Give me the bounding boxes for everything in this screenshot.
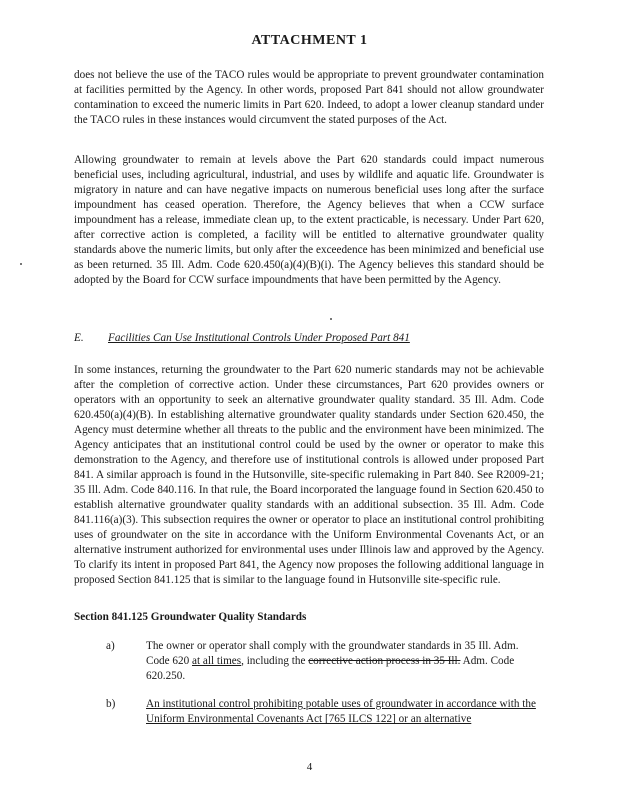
section-e-heading xyxy=(74,331,544,346)
list-item-a xyxy=(106,639,546,689)
paragraph-institutional-controls: In some instances, returning the groundwater to the Part 620 numeric standards may not be achievable after the completion of corrective action. Under these circumstances, Part 620 provides owners or operators with an opportunity to seek an alternative groundwater quality standard. 35 Ill. Adm. Code 620.450(a)(4)(B). In establishing alternative groundwater quality standards under Section 620.450, the Agency must determine whether all threats to the public and the environment have been minimized. The Agency anticipates that an institutional control could be used by the owner or operator to make this demonstration to the Agency, and therefore use of institutional controls is allowed under proposed Part 841. A similar approach is found in the Hutsonville, site-specific rulemaking in Part 840. See R2009-21; 35 Ill. Adm. Code 840.116. In that rule, the Board incorporated the language found in Section 620.450 to establish alternative groundwater quality standards with an additional subsection. 35 Ill. Adm. Code 841.116(a)(3). This subsection requires the owner or operator to place an institutional control prohibiting uses of groundwater on the site in accordance with the Uniform Environmental Covenants Act, or an alternative instrument authorized for environmental uses under Illinois law and approved by the Agency. To clarify its intent in proposed Part 841, the Agency now proposes the following additional language in proposed Section 841.125 that is similar to the language found in Hutsonville site-specific rule. xyxy=(74,364,544,586)
paragraph-taco: does not believe the use of the TACO rules would be appropriate to prevent groundwater contamination at facilities permitted by the Agency. In other words, proposed Part 841 should not allow groundwater contamination to exceed the numeric limits in Part 620. Indeed, to adopt a lower cleanup standard under the TACO rules in these instances would circumvent the stated purposes of the Act. xyxy=(74,69,544,126)
item-a-text-part: , including the xyxy=(241,655,309,667)
paragraph-beneficial-uses: Allowing groundwater to remain at levels above the Part 620 standards could impact numerous beneficial uses, including agricultural, industrial, and uses by wildlife and aquatic life. Groundwater is migratory in nature and can have negative impacts on numerous beneficial uses long after the surface impoundment has ceased operation. Therefore, the Agency believes that when a CCW surface impoundment has a release, immediate clean up, to the extent practicable, is necessary. Under Part 620, after corrective action is completed, a facility will be entitled to alternative groundwater quality standards above the numeric limits, but only after the exceedence has been minimized and beneficial use as been returned. 35 Ill. Adm. Code 620.450(a)(4)(B)(i). The Agency believes this standard should be adopted by the Board for CCW surface impoundments that have been permitted by the Agency. xyxy=(74,154,544,286)
section-841-125-heading: Section 841.125 Groundwater Quality Standards xyxy=(74,611,307,623)
section-e-title: Facilities Can Use Institutional Controls Under Proposed Part 841 xyxy=(108,332,410,344)
page-title: ATTACHMENT 1 xyxy=(251,33,368,48)
item-a-text-part: The owner or operator shall comply with the groundwater standards in 35 Ill. Adm. Code 620 xyxy=(146,640,519,667)
item-a-inserted-text: at all times xyxy=(192,655,242,667)
page-number: 4 xyxy=(306,761,313,773)
list-item-b-label: b) xyxy=(106,698,116,710)
section-e-letter: E. xyxy=(74,332,84,344)
item-a-deleted-text: corrective action process in 35 Ill. xyxy=(308,655,461,667)
scan-speck xyxy=(20,263,22,265)
list-item-b xyxy=(106,697,546,737)
list-item-a-label: a) xyxy=(106,640,115,652)
item-a-text-part: Adm. Code 620.250. xyxy=(146,655,515,682)
list-item-b-inserted-text: An institutional control prohibiting potable uses of groundwater in accordance with the Uniform Environmental Covenants Act [765 ILCS 122] or an alternative xyxy=(146,698,536,725)
scan-speck xyxy=(330,318,332,320)
list-item-a-text xyxy=(146,639,536,684)
